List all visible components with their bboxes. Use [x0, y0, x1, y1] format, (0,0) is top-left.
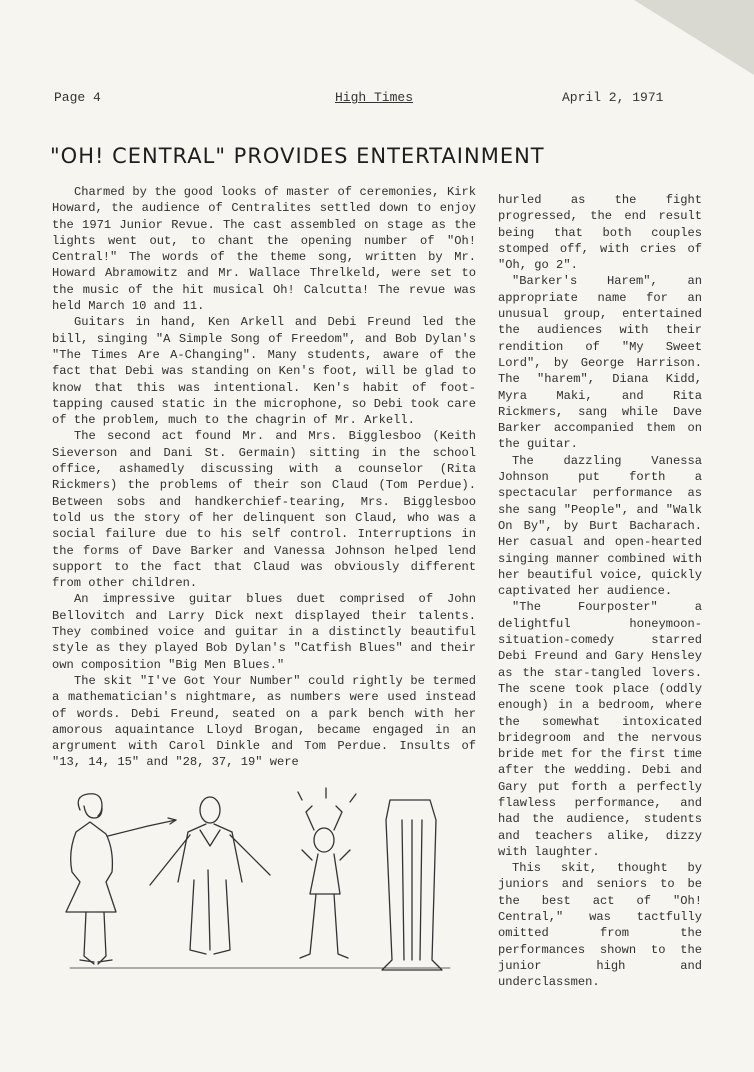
- paragraph: The second act found Mr. and Mrs. Bigglesboo (Keith Sieverson and Dani St. Germain) sitting in the school office, ashamedly discussing with a counselor (Rita Rickmers) the problems of their son Claud (Tom Perdue). Between sobs and handkerchief-tearing, Mrs. Bigglesboo told us the story of her delinquent son Claud, who was a social failure due to his self control. Interruptions in the forms of Dave Barker and Vanessa Johnson helped lend support to the fact that Claud was obviously different from other children.: [52, 429, 476, 591]
- folded-corner: [634, 0, 754, 75]
- paragraph: The dazzling Vanessa Johnson put forth a spectacular performance as she sang "People", and "Walk On By", by Burt Bacharach. Her casual and open-hearted singing manner combined with her beautiful voice, quickly captivated her audience.: [498, 453, 702, 599]
- page-number: Page 4: [54, 90, 101, 105]
- paragraph: Guitars in hand, Ken Arkell and Debi Freund led the bill, singing "A Simple Song of Freedom", and Bob Dylan's "The Times Are A-Changing". Many students, aware of the fact that Debi was standing on Ken's foot, will be glad to know that this was intentional. Ken's habit of foot-tapping caused static in the microphone, so Debi took care of the problem, much to the chagrin of Mr. Arkell.: [52, 315, 476, 428]
- paragraph: The skit "I've Got Your Number" could rightly be termed a mathematician's nightmare, as numbers were used instead of words. Debi Freund, seated on a park bench with her amorous aquaintance Lloyd Brogan, became engaged in an argrument with Carol Dinkle and Tom Perdue. Insults of "13, 14, 15" and "28, 37, 19" were: [52, 673, 476, 770]
- paragraph: This skit, thought by juniors and seniors to be the best act of "Oh! Central," was tactfully omitted from the performances shown to the junior high and underclassmen.: [498, 861, 702, 990]
- paragraph: An impressive guitar blues duet comprised of John Bellovitch and Larry Dick next displayed their talents. They combined voice and guitar in a distinctly beautiful style as they played Bob Dylan's "Catfish Blues" and their own composition "Big Men Blues.": [52, 592, 476, 672]
- man-in-suit-figure: [150, 797, 270, 954]
- paragraph: "The Fourposter" a delightful honeymoon-situation-comedy starred Debi Freund and Gary Hensley as the star-tangled lovers. The scene took place (oddly enough) in a bedroom, where the somewhat intoxicated bridegroom and the nervous bride met for the first time after the wedding. Debi and Gary put forth a perfectly flawless performance, and had the audience, students and teachers alike, dizzy with laughter.: [498, 600, 702, 859]
- publication-name: High Times: [335, 90, 414, 105]
- paragraph: hurled as the fight progressed, the end result being that both couples stomped off, with cries of "Oh, go 2".: [498, 193, 702, 273]
- issue-date: April 2, 1971: [562, 90, 664, 105]
- paragraph: Charmed by the good looks of master of ceremonies, Kirk Howard, the audience of Centralites settled down to enjoy the 1971 Junior Revue. The cast assembled on stage as the lights went out, to chant the opening number of "Oh! Central!" The words of the theme song, written by Mr. Howard Abramowitz and Mr. Wallace Threlkeld, were set to the music of the hit musical Oh! Calcutta! The revue was held March 10 and 11.: [52, 185, 476, 314]
- left-column: [52, 184, 476, 771]
- cartoon-illustration: [50, 780, 470, 980]
- article-headline: "OH! CENTRAL" PROVIDES ENTERTAINMENT: [50, 144, 545, 168]
- curtain-figure: [382, 800, 442, 970]
- right-column: [498, 192, 702, 991]
- angry-woman-figure: [66, 794, 176, 964]
- paragraph: "Barker's Harem", an appropriate name for an unusual group, entertained the audiences with their rendition of "My Sweet Lord", by George Harrison. The "harem", Diana Kidd, Myra Maki, and Rita Rickmers, sang while Dave Barker accompanied them on the guitar.: [498, 274, 702, 452]
- frightened-boy-figure: [298, 788, 356, 958]
